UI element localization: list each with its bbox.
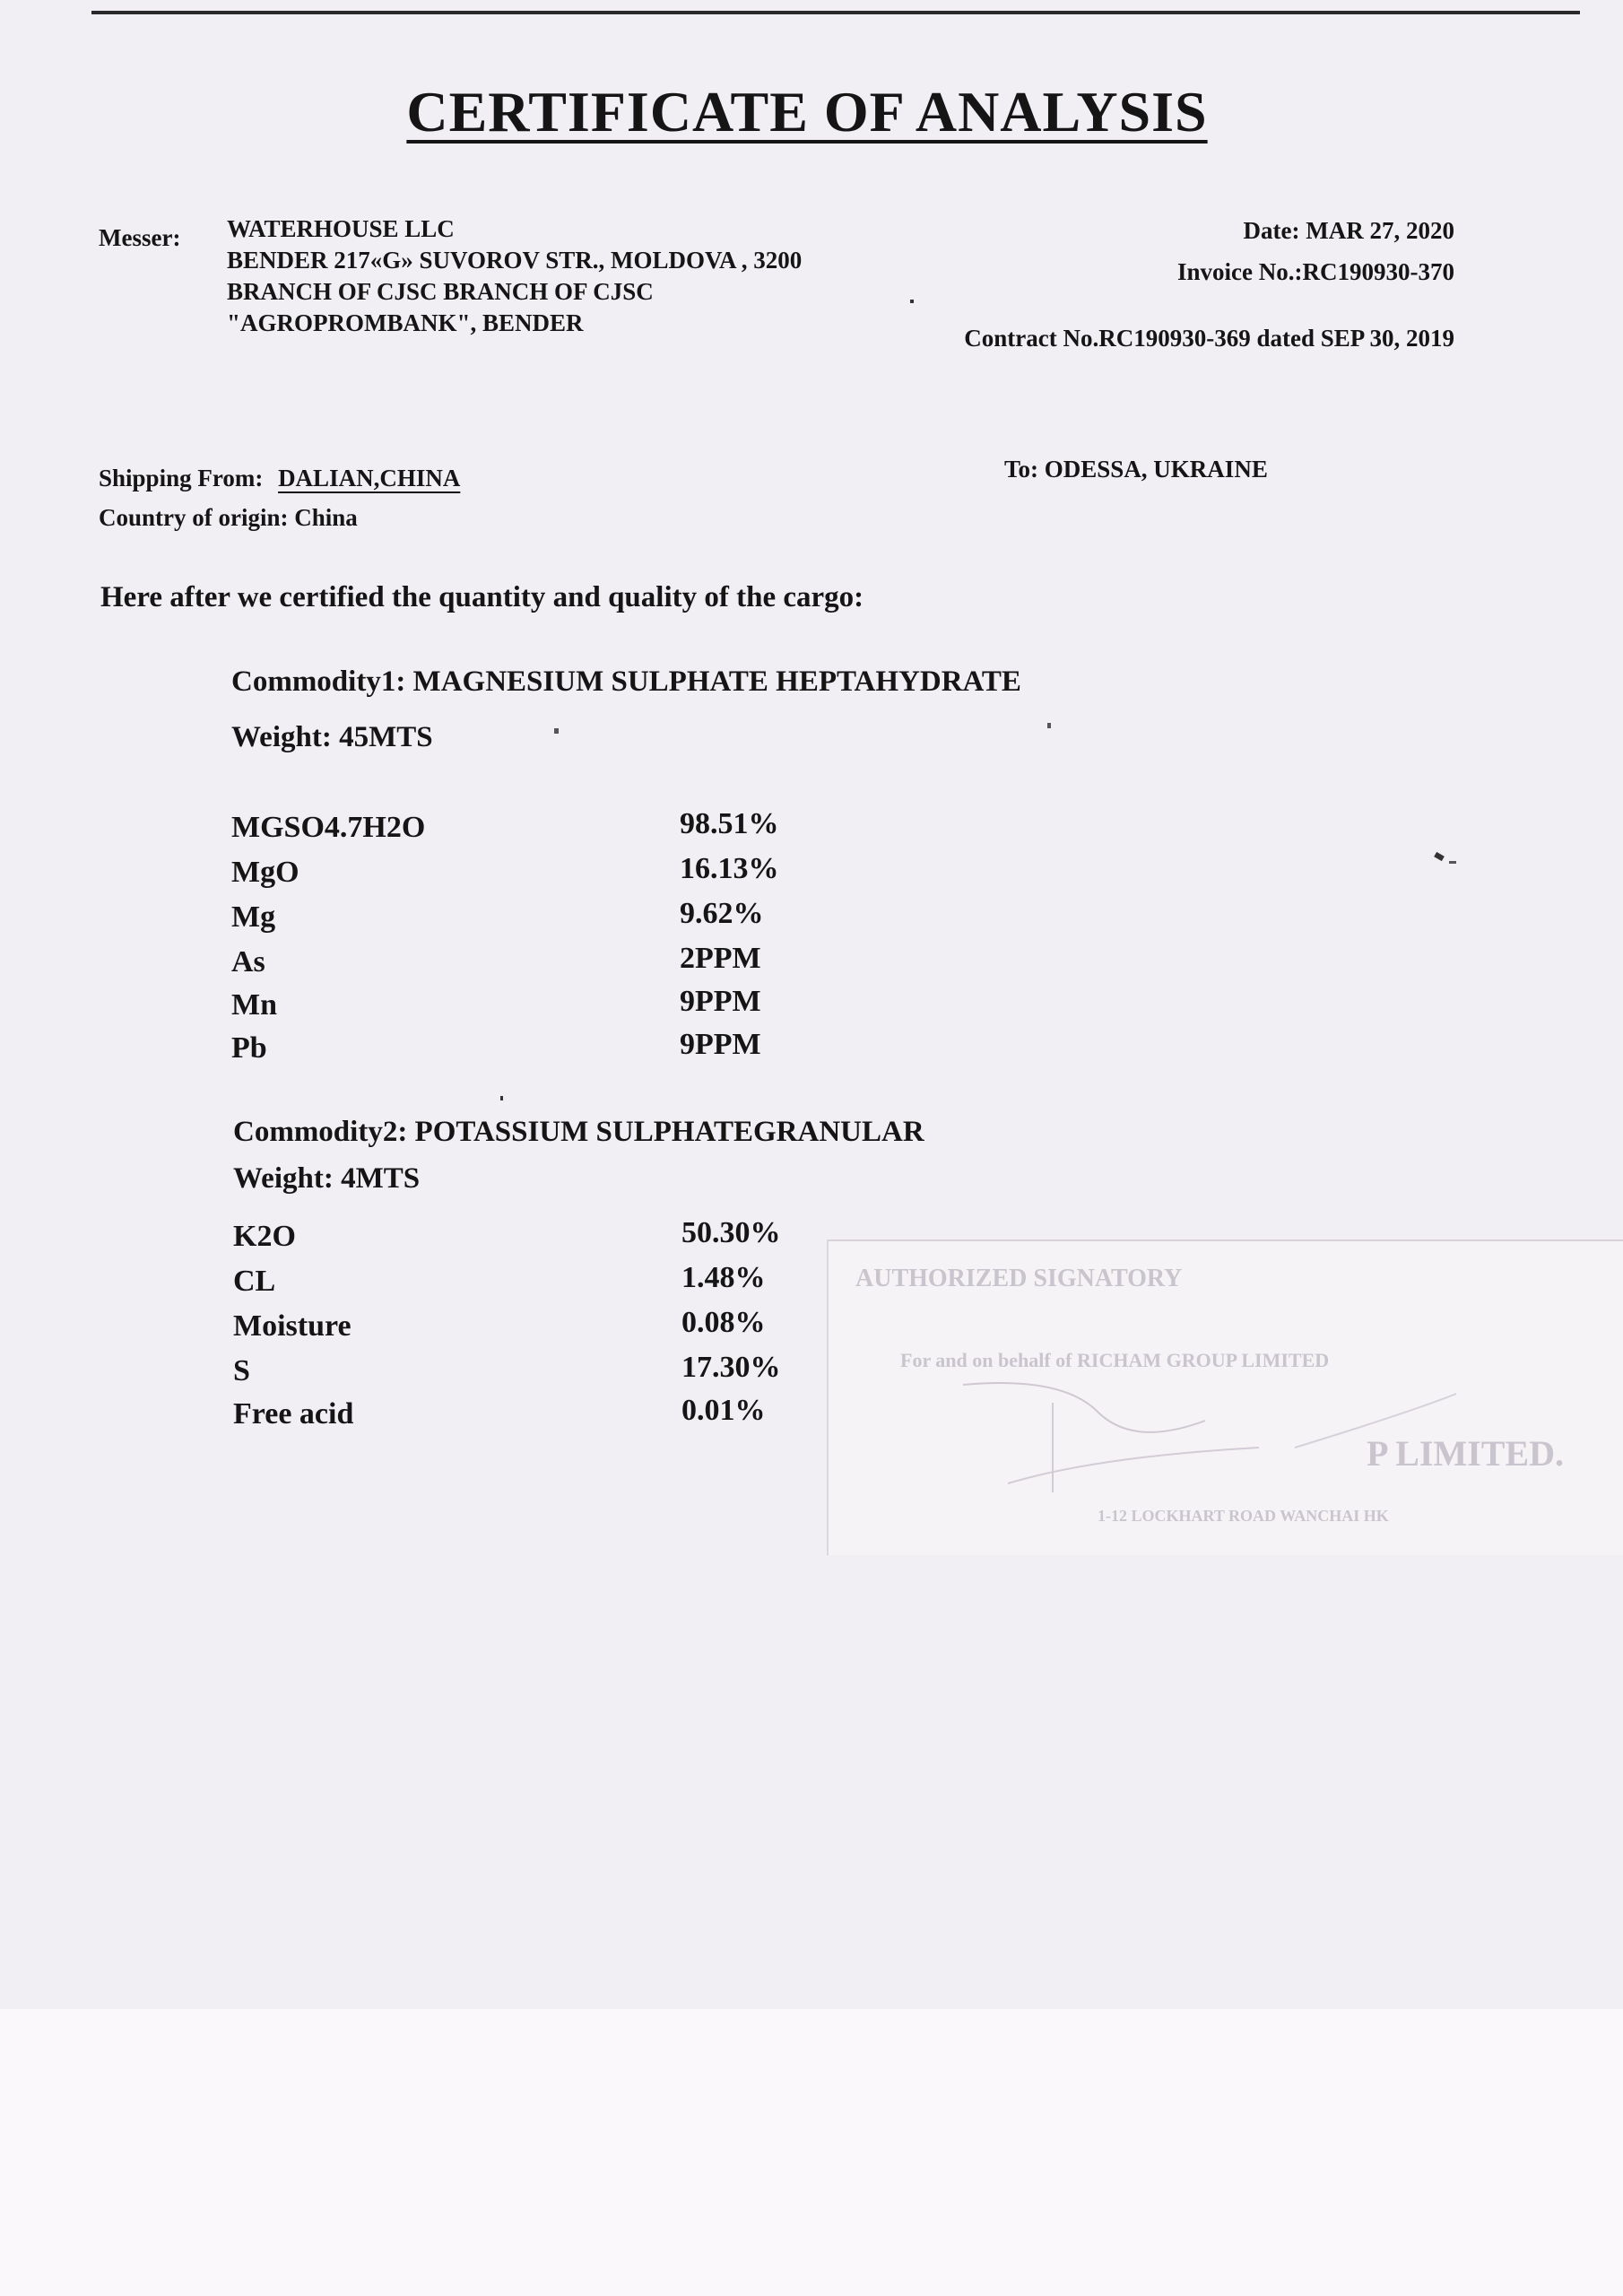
company-fragment-text: P LIMITED. (1367, 1433, 1565, 1474)
commodity2-result: 0.01% (681, 1394, 766, 1427)
authorized-signatory-text: AUTHORIZED SIGNATORY (855, 1265, 1183, 1292)
commodity2-title: Commodity2: POTASSIUM SULPHATEGRANULAR (233, 1116, 924, 1148)
commodity2-analyte: K2O (233, 1220, 296, 1253)
invoice-number: Invoice No.:RC190930-370 (1177, 258, 1454, 285)
shipping-to: To: ODESSA, UKRAINE (1004, 456, 1268, 483)
shipping-from-label: Shipping From: (99, 465, 264, 491)
commodity2-analyte: Free acid (233, 1397, 354, 1431)
stamp-graphic (829, 1241, 1623, 1555)
date: Date: MAR 27, 2020 (1243, 217, 1454, 244)
commodity1-result: 2PPM (680, 942, 761, 975)
shipping-from (99, 465, 460, 492)
commodity1-result: 98.51% (680, 807, 779, 840)
commodity2-analyte: S (233, 1354, 250, 1387)
scan-speck (1047, 723, 1051, 728)
commodity1-analyte: As (231, 945, 265, 978)
country-of-origin: Country of origin: China (99, 504, 358, 531)
commodity2-weight: Weight: 4MTS (233, 1162, 421, 1195)
messer-line: BENDER 217«G» SUVOROV STR., MOLDOVA , 3200 (227, 247, 803, 274)
shipping-from-value: DALIAN,CHINA (278, 465, 461, 491)
document-title: CERTIFICATE OF ANALYSIS (406, 80, 1208, 144)
messer-line: WATERHOUSE LLC (227, 215, 455, 242)
signature-scribble (963, 1383, 1205, 1432)
signature-stamp (827, 1239, 1623, 1555)
commodity1-result: 9PPM (680, 985, 761, 1018)
commodity1-analyte: Pb (231, 1031, 267, 1065)
commodity2-result: 1.48% (681, 1261, 766, 1294)
commodity2-result: 17.30% (681, 1351, 781, 1384)
commodity1-result: 9PPM (680, 1028, 761, 1061)
scan-speck (500, 1096, 503, 1100)
intro-text: Here after we certified the quantity and quality of the cargo: (100, 581, 864, 613)
top-rule (91, 11, 1580, 14)
commodity1-result: 16.13% (680, 852, 779, 885)
scan-speck (910, 300, 914, 303)
commodity2-analyte: CL (233, 1265, 276, 1298)
messer-address (227, 213, 802, 339)
commodity1-analyte: Mn (231, 988, 277, 1022)
commodity2-result: 50.30% (681, 1216, 781, 1249)
commodity2-analyte: Moisture (233, 1309, 352, 1343)
commodity1-analyte: Mg (231, 900, 276, 934)
messer-line: "AGROPROMBANK", BENDER (227, 309, 584, 336)
scan-speck (554, 728, 559, 734)
commodity1-analyte: MGSO4.7H2O (231, 811, 426, 844)
commodity1-analyte: MgO (231, 856, 299, 889)
contract-number: Contract No.RC190930-369 dated SEP 30, 2019 (964, 325, 1454, 352)
address-fragment-text: 1-12 LOCKHART ROAD WANCHAI HK (1098, 1507, 1389, 1525)
commodity1-result: 9.62% (680, 897, 764, 930)
messer-label: Messer: (99, 224, 181, 251)
messer-line: BRANCH OF CJSC BRANCH OF CJSC (227, 278, 654, 305)
scan-speck (1449, 861, 1456, 864)
signature-line (1008, 1403, 1259, 1492)
stamp-company-text: For and on behalf of RICHAM GROUP LIMITED (900, 1349, 1330, 1371)
commodity2-result: 0.08% (681, 1306, 766, 1339)
commodity1-weight: Weight: 45MTS (231, 721, 433, 753)
commodity1-title: Commodity1: MAGNESIUM SULPHATE HEPTAHYDRATE (231, 665, 1021, 698)
